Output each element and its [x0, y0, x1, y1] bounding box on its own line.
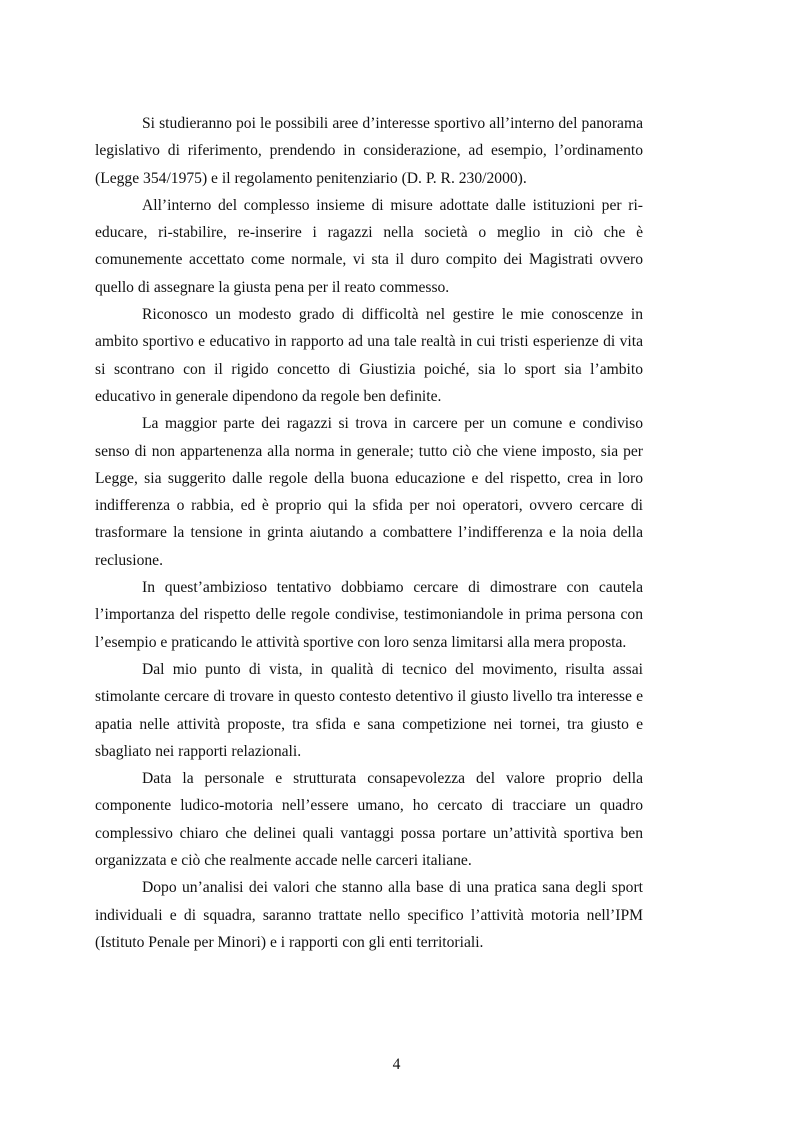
- paragraph-4: La maggior parte dei ragazzi si trova in carcere per un comune e condiviso senso di non appartenenza alla norma in generale; tutto ciò che viene imposto, sia per Legge, sia suggerito dalle regole della buona educazione e del rispetto, crea in loro indifferenza o rabbia, ed è proprio qui la sfida per noi operatori, ovvero cercare di trasformare la tensione in grinta aiutando a combattere l’indifferenza e la noia della reclusione.: [95, 415, 643, 569]
- paragraph-6: Dal mio punto di vista, in qualità di tecnico del movimento, risulta assai stimolante cercare di trovare in questo contesto detentivo il giusto livello tra interesse e apatia nelle attività proposte, tra sfida e sana competizione nei tornei, tra giusto e sbagliato nei rapporti relazionali.: [95, 660, 643, 760]
- body-text: [95, 110, 643, 956]
- paragraph-2: All’interno del complesso insieme di misure adottate dalle istituzioni per ri-educare, ri-stabilire, re-inserire i ragazzi nella società o meglio in ciò che è comunemente accettato come normale, vi sta il duro compito dei Magistrati ovvero quello di assegnare la giusta pena per il reato commesso.: [95, 196, 643, 296]
- page-number: 4: [392, 1056, 401, 1073]
- paragraph-7: Data la personale e strutturata consapevolezza del valore proprio della componente ludico-motoria nell’essere umano, ho cercato di tracciare un quadro complessivo chiaro che delinei quali vantaggi possa portare un’attività sportiva ben organizzata e ciò che realmente accade nelle carceri italiane.: [95, 770, 643, 870]
- paragraph-1: Si studieranno poi le possibili aree d’interesse sportivo all’interno del panorama legislativo di riferimento, prendendo in considerazione, ad esempio, l’ordinamento (Legge 354/1975) e il regolamento penitenziario (D. P. R. 230/2000).: [95, 115, 643, 187]
- paragraph-5: In quest’ambizioso tentativo dobbiamo cercare di dimostrare con cautela l’importanza del rispetto delle regole condivise, testimoniandole in prima persona con l’esempio e praticando le attività sportive con loro senza limitarsi alla mera proposta.: [95, 579, 643, 651]
- paragraph-3: Riconosco un modesto grado di difficoltà nel gestire le mie conoscenze in ambito sportivo e educativo in rapporto ad una tale realtà in cui tristi esperienze di vita si scontrano con il rigido concetto di Giustizia poiché, sia lo sport sia l’ambito educativo in generale dipendono da regole ben definite.: [95, 306, 643, 405]
- paragraph-8: Dopo un’analisi dei valori che stanno alla base di una pratica sana degli sport individuali e di squadra, saranno trattate nello specifico l’attività motoria nell’IPM (Istituto Penale per Minori) e i rapporti con gli enti territoriali.: [95, 879, 643, 951]
